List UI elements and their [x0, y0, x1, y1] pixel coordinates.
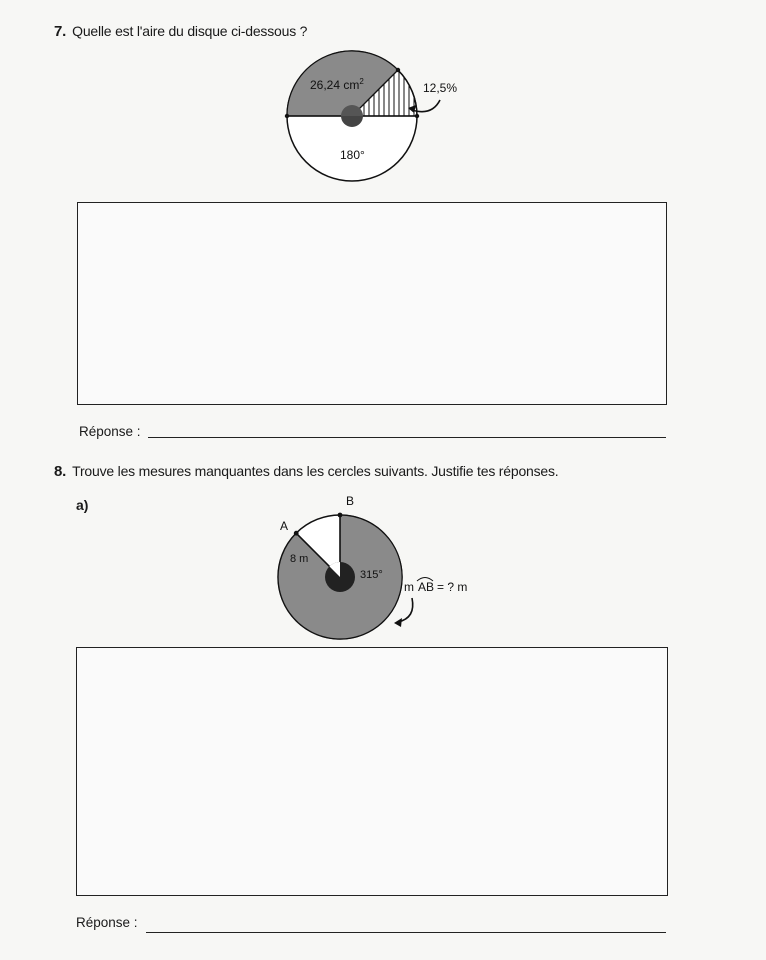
question-7-text: Quelle est l'aire du disque ci-dessous ?	[72, 23, 308, 39]
question-8-number: 8.	[54, 463, 67, 480]
answer-box-q8a[interactable]	[76, 647, 668, 896]
point-a	[294, 531, 299, 536]
angle-label: 315°	[360, 569, 383, 581]
answer-box-q7[interactable]	[77, 202, 667, 405]
point-top	[396, 68, 400, 72]
point-b-label: B	[346, 494, 355, 508]
circle-figure-q8a	[270, 490, 490, 650]
question-7-title	[54, 23, 307, 40]
reponse-line-q7[interactable]	[148, 437, 666, 438]
point-a-label: A	[280, 519, 289, 533]
question-8-text: Trouve les mesures manquantes dans les cercles suivants. Justifie tes réponses.	[72, 463, 559, 479]
area-label: 26,24 $cm^2$	[310, 77, 364, 92]
reponse-label-q7: Réponse :	[79, 424, 141, 439]
percent-label: 12,5%	[423, 81, 458, 95]
reponse-label-q8a: Réponse :	[76, 915, 138, 930]
point-left	[285, 114, 289, 118]
question-8-title	[54, 463, 559, 480]
arc-question: m AB = ? m	[404, 580, 468, 594]
point-right	[415, 114, 419, 118]
reponse-line-q8a[interactable]	[146, 932, 666, 933]
radius-label: 8 m	[290, 553, 309, 565]
angle-label: 180°	[340, 148, 365, 162]
part-a-label: a)	[76, 497, 89, 513]
disk-figure-q7	[272, 42, 458, 192]
point-b	[338, 513, 343, 518]
question-7-number: 7.	[54, 23, 67, 40]
arrow-icon	[398, 598, 413, 622]
